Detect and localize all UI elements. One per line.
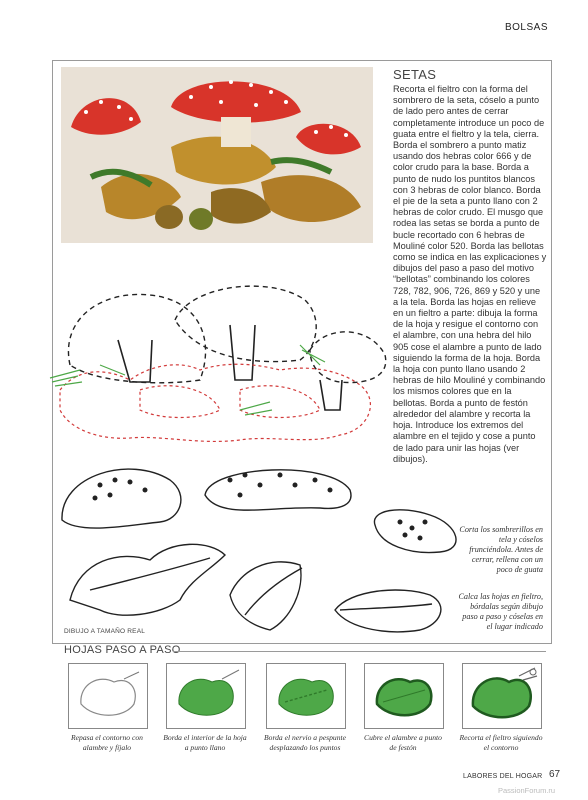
scale-label: DIBUJO A TAMAÑO REAL (64, 628, 146, 635)
step-2-caption: Borda el interior de la hoja a punto llano (163, 733, 247, 752)
article-title: SETAS (393, 67, 437, 82)
section-label: BOLSAS (504, 22, 548, 33)
leaves-note: Calca las hojas en fieltro, bórdalas según dibujo paso a paso y cóselas en el lugar indicado (458, 592, 543, 631)
step-3 (266, 663, 348, 752)
step-1-image (68, 663, 148, 729)
watermark: PassionForum.ru (498, 786, 556, 795)
step-4 (364, 663, 446, 752)
step-4-caption: Cubre el alambre a punto de festón (364, 733, 442, 752)
step-5 (459, 663, 544, 752)
step-5-caption: Recorta el fieltro siguiendo el contorno (459, 733, 543, 752)
step-2 (163, 663, 248, 752)
step-3-image (266, 663, 346, 729)
step-1 (68, 663, 150, 752)
steps-divider (173, 651, 546, 652)
page-number: 67 (549, 769, 561, 780)
article-body: Recorta el fieltro con la forma del sombrero de la seta, cóselo a punto de lado pero antes de cerrar completamente introduce un poco de guata entre el fieltro y la tela, cierra. Borda el sombrero a punto matiz usando dos hebras color 666 y de color crudo para la base. Borda a punto de nudo los puntitos blancos con 3 hebras de color blanco. Borda el pie de la seta a punto llano con 2 hebras de color crudo. El musgo que rodea las setas se borda a punto de bucle recortado con 6 hebras de Mouliné color 520. Borda las bellotas como se indica en las explicaciones y dibujos del paso a paso del motivo “bellotas” combinando los colores 728, 782, 906, 726, 869 y 520 y une a la tela. Borda las hojas en relieve en un fieltro a parte: dibuja la forma de la hoja y resigue el contorno con el alambre, con una hebra del hilo 905 cose el alambre a punto de lado siguiendo la forma de la hoja. Borda la hoja con punto llano usando 2 hebras de hilo Mouliné y combinando los mismos colores que en la bellotas. Borda a punto de festón alrededor del alambre y recorta la hoja. Introduce los extremos del alambre en el tejido y cose a punto de lado para unir las hojas (ver dibujos). (393, 84, 547, 464)
step-3-caption: Borda el nervio a pespunte desplazando los puntos (264, 733, 346, 752)
magazine-name: LABORES DEL HOGAR (463, 773, 543, 780)
caps-note: Corta los sombrerillos en tela y cóselos frunciéndola. Antes de cerrar, rellena con un poco de guata (459, 525, 543, 574)
step-4-image (364, 663, 444, 729)
step-2-image (166, 663, 246, 729)
step-5-image (462, 663, 542, 729)
steps-title: HOJAS PASO A PASO (64, 644, 181, 656)
step-1-caption: Repasa el contorno con alambre y fíjalo (71, 733, 143, 752)
embroidery-photo (61, 67, 373, 243)
